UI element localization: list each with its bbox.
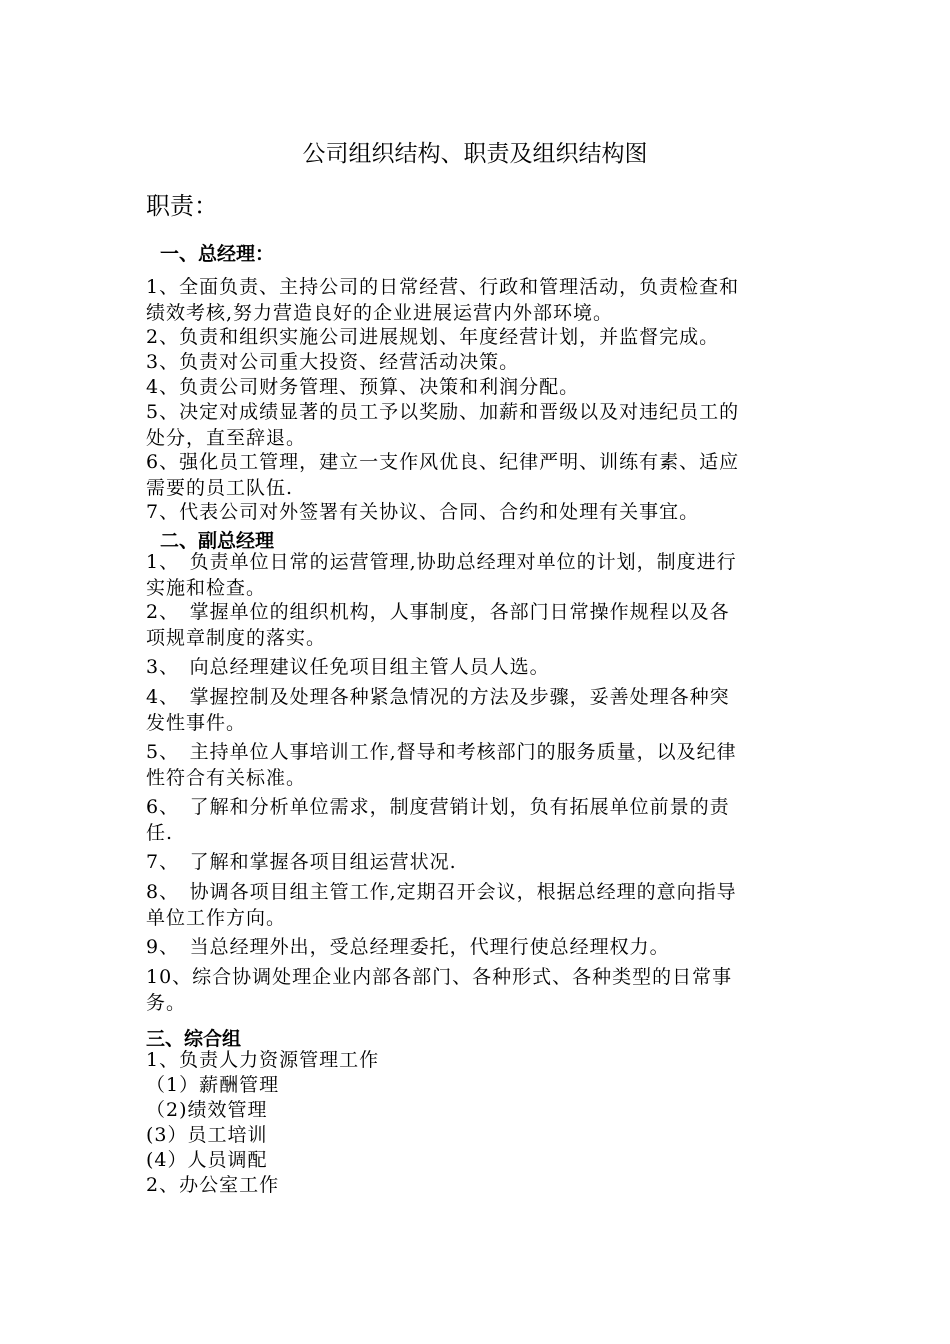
duty-heading: 职责：: [146, 192, 218, 220]
section-heading-deputy-general-manager: 二、副总经理: [160, 530, 275, 552]
list-item: 1、 负责单位日常的运营管理,协助总经理对单位的计划，制度进行 实施和检查。: [146, 551, 737, 599]
list-item: 7、代表公司对外签署有关协议、合同、合约和处理有关事宜。: [146, 501, 700, 523]
list-item: 1、负责人力资源管理工作: [146, 1049, 380, 1071]
list-item: 5、 主持单位人事培训工作,督导和考核部门的服务质量，以及纪律 性符合有关标准。: [146, 741, 737, 789]
section-heading-general-affairs-group: 三、综合组: [146, 1028, 242, 1050]
list-item: 5、决定对成绩显著的员工予以奖励、加薪和晋级以及对违纪员工的 处分，直至辞退。: [146, 401, 740, 449]
list-item: (4）人员调配: [146, 1149, 268, 1171]
list-item: 2、办公室工作: [146, 1174, 280, 1196]
list-item: 6、强化员工管理，建立一支作风优良、纪律严明、训练有素、适应 需要的员工队伍.: [146, 451, 740, 499]
list-item: （2)绩效管理: [146, 1099, 268, 1121]
list-item: 1、全面负责、主持公司的日常经营、行政和管理活动，负责检查和 绩效考核,努力营造良好的企业进展运营内外部环境。: [146, 276, 740, 324]
list-item: 2、 掌握单位的组织机构，人事制度，各部门日常操作规程以及各 项规章制度的落实。: [146, 601, 730, 649]
list-item: 7、 了解和掌握各项目组运营状况.: [146, 851, 457, 873]
list-item: 6、 了解和分析单位需求，制度营销计划，负有拓展单位前景的责 任.: [146, 796, 730, 844]
list-item: 10、综合协调处理企业内部各部门、各种形式、各种类型的日常事 务。: [146, 966, 733, 1014]
section-heading-general-manager: 一、总经理：: [160, 243, 275, 265]
list-item: 2、负责和组织实施公司进展规划、年度经营计划，并监督完成。: [146, 326, 720, 348]
list-item: 9、 当总经理外出，受总经理委托，代理行使总经理权力。: [146, 936, 670, 958]
list-item: 4、 掌握控制及处理各种紧急情况的方法及步骤，妥善处理各种突 发性事件。: [146, 686, 730, 734]
list-item: （1）薪酬管理: [146, 1074, 280, 1096]
list-item: 3、 向总经理建议任免项目组主管人员人选。: [146, 656, 550, 678]
list-item: 3、负责对公司重大投资、经营活动决策。: [146, 351, 520, 373]
list-item: (3）员工培训: [146, 1124, 268, 1146]
document-title: 公司组织结构、职责及组织结构图: [302, 141, 648, 167]
list-item: 4、负责公司财务管理、预算、决策和利润分配。: [146, 376, 580, 398]
list-item: 8、 协调各项目组主管工作,定期召开会议，根据总经理的意向指导 单位工作方向。: [146, 881, 737, 929]
